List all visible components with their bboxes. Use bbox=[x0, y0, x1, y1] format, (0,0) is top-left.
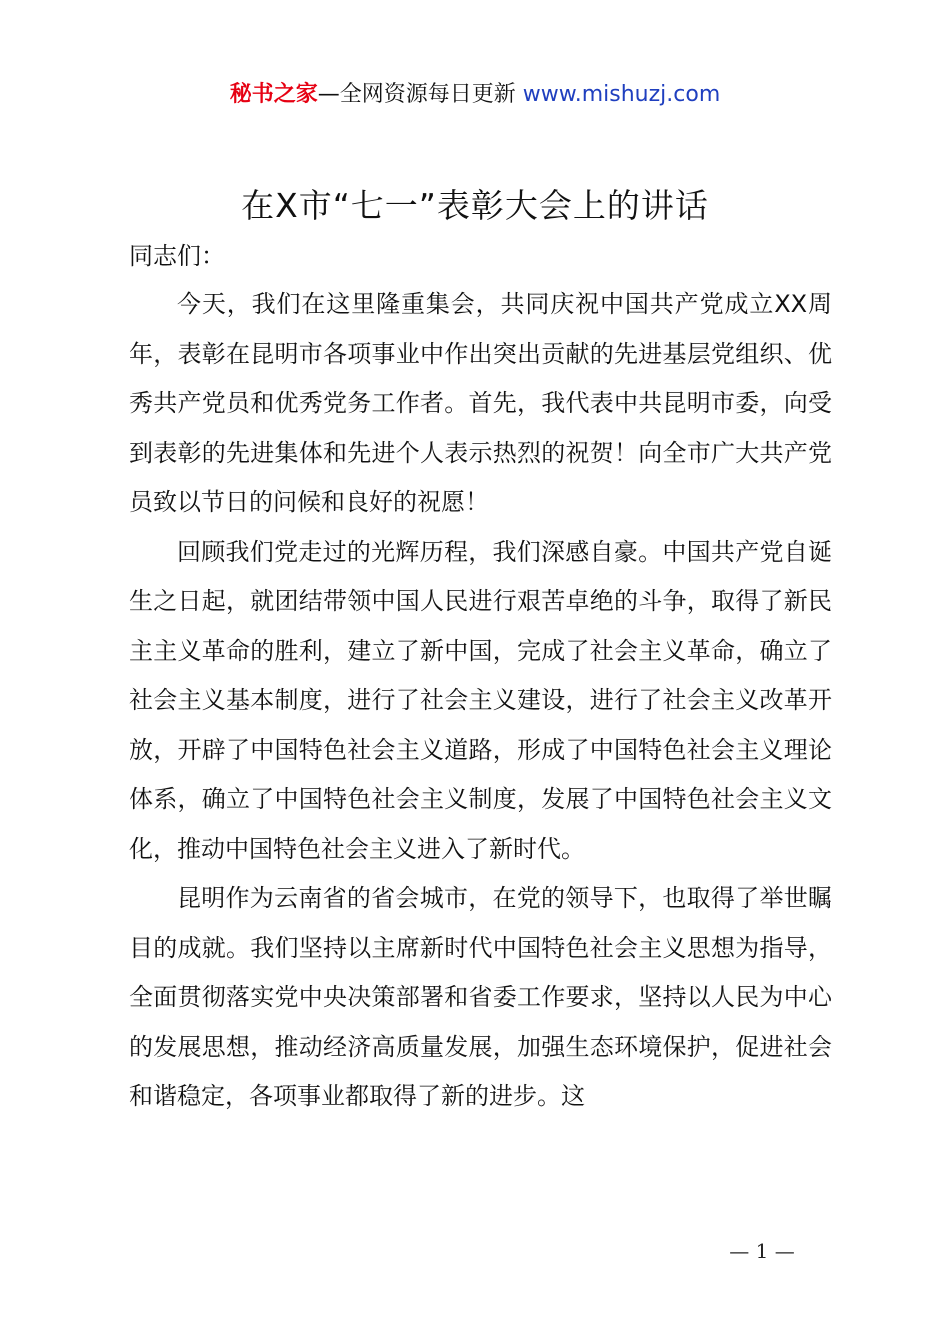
site-brand: 秘书之家 bbox=[229, 82, 318, 107]
site-url-link[interactable]: www.mishuzj.com bbox=[522, 82, 721, 107]
document-body bbox=[129, 280, 832, 1122]
site-tagline: —全网资源每日更新 bbox=[317, 82, 516, 107]
paragraph-3: 昆明作为云南省的省会城市，在党的领导下，也取得了举世瞩目的成就。我们坚持以主席新时代中国特色社会主义思想为指导，全面贯彻落实党中央决策部署和省委工作要求，坚持以人民为中心的发展思想，推动经济高质量发展，加强生态环境保护，促进社会和谐稳定，各项事业都取得了新的进步。这 bbox=[129, 884, 832, 1110]
site-header bbox=[0, 78, 950, 112]
page-number: — 1 — bbox=[729, 1239, 795, 1263]
paragraph-1: 今天，我们在这里隆重集会，共同庆祝中国共产党成立XX周年，表彰在昆明市各项事业中作出突出贡献的先进基层党组织、优秀共产党员和优秀党务工作者。首先，我代表中共昆明市委，向受到表彰的先进集体和先进个人表示热烈的祝贺！向全市广大共产党员致以节日的问候和良好的祝愿！ bbox=[129, 290, 832, 516]
salutation: 同志们： bbox=[129, 242, 225, 270]
document-title: 在X市“七一”表彰大会上的讲话 bbox=[241, 186, 709, 225]
paragraph-2: 回顾我们党走过的光辉历程，我们深感自豪。中国共产党自诞生之日起，就团结带领中国人民进行艰苦卓绝的斗争，取得了新民主主义革命的胜利，建立了新中国，完成了社会主义革命，确立了社会主义基本制度，进行了社会主义建设，进行了社会主义改革开放，开辟了中国特色社会主义道路，形成了中国特色社会主义理论体系，确立了中国特色社会主义制度，发展了中国特色社会主义文化，推动中国特色社会主义进入了新时代。 bbox=[129, 537, 832, 863]
